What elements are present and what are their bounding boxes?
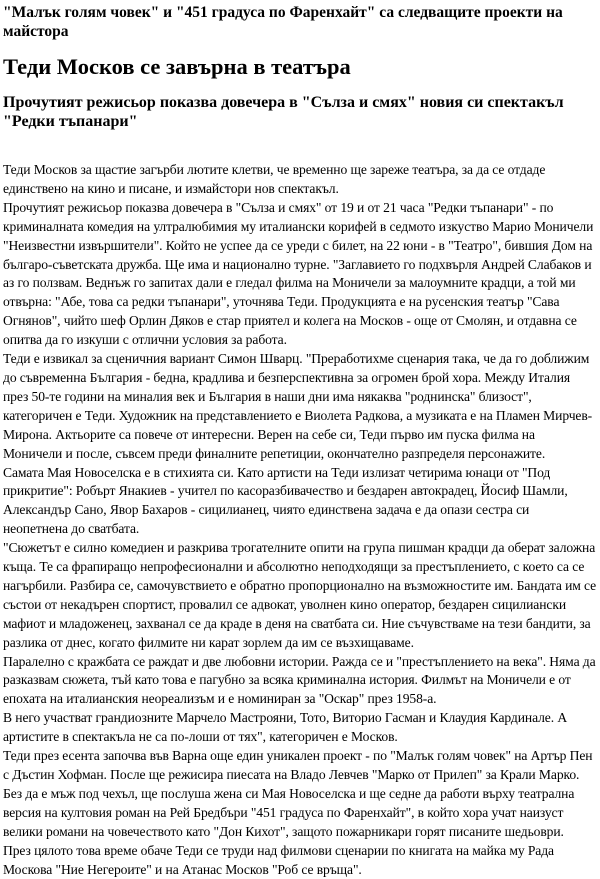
- paragraph: Паралелно с кражбата се раждат и две любовни истории. Ражда се и "престъплението на века". Няма да разказвам сюжета, тъй като това е пагубно за всяка криминална история. Филмът на Моничели е от епохата на италианския неореализъм и е номиниран за "Оскар" през 1958-а.: [3, 653, 596, 707]
- article-subtitle: Прочутият режисьор показва довечера в "Сълза и смях" новия си спектакъл "Редки тъпанари": [3, 94, 564, 130]
- paragraph: Прочутият режисьор показва довечера в "Сълза и смях" от 19 и от 21 часа "Редки тъпанари" - по криминалната комедия на ултралюбимия му италиански корифей в седмото изкуство Марио Моничели "Неизвестни извършители". Който не успее да се уреди с билет, на 22 юни - в "Театро", бившия Дом на българо-съветската дружба. Ще има и национално турне. "Заглавието го подхвърля Андрей Слабаков и аз го ползвам. Веднъж го запитах дали е гледал филма на Моничели за малоумните крадци, а той ми отвърна: "Абе, това са редки тъпанари", уточнява Теди. Продукцията е на русенския театър "Сава Огнянов", чийто шеф Орлин Дяков е стар приятел и колега на Москов - още от Смолян, и отдавна се опитва да го изкуши с отлични условия за работа.: [3, 199, 594, 348]
- paragraph: Без да е мъж под чехъл, ще послуша жена си Мая Новоселска и ще седне да работи върху театрална версия на култовия роман на Рей Бредбъри "451 градуса по Фаренхайт", в който хора учат наизуст велики романи на човечеството като "Дон Кихот", защото пожарникари горят писаните шедьоври.: [3, 785, 575, 839]
- paragraph: През цялото това време обаче Теди се труди над филмови сценарии по книгата на майка му Рада Москова "Ние Негероите" и на Атанас Москов "Роб се връща".: [3, 842, 554, 877]
- article-kicker: "Малък голям човек" и "451 градуса по Фаренхайт" са следващите проекти на майстора: [3, 4, 563, 40]
- paragraph: Самата Мая Новоселска е в стихията си. Като артисти на Теди излизат четирима юнаци от "Под прикритие": Робърт Янакиев - учител по касоразбивачество и бездарен автокрадец, Йосиф Шамли, Александър Сано, Явор Бахаров - сицилианец, чиято единствена задача е да опази сестра си неопетнена до сватбата.: [3, 464, 568, 537]
- paragraph: "Сюжетът е силно комедиен и разкрива трогателните опити на група пишман крадци да оберат заложна къща. Те са фрапиращо непрофесионални и абсолютно неподходящи за престъплението, с което са се нагърбили. Разбира се, самочувствието е обратно пропорционално на възможностите им. Бандата им се състои от некадърен спортист, провалил се адвокат, уволнен кино оператор, бездарен сицилиански мафиот и младоженец, захванал се да краде в деня на сватбата си. Ние съчувстваме на тези бандити, за разлика от днес, когато филмите ни карат зорлем да им се възхищаваме.: [3, 540, 597, 650]
- paragraph: Теди е извикал за сценичния вариант Симон Шварц. "Преработихме сценария така, че да го доближим до съвременна България - бедна, крадлива и безперспективна за огромен брой хора. Между Италия през 50-те години на миналия век и България в наши дни има някаква "роднинска" близост", категоричен е Теди. Художник на представлението е Виолета Радкова, а музиката е на Пламен Мирчев-Мирона. Актьорите са повече от интересни. Верен на себе си, Теди първо им пуска филма на Моничели и после, съвсем преди финалните репетиции, окончателно разпределя персонажите.: [3, 351, 593, 461]
- paragraph: Теди Москов за щастие загърби лютите клетви, че временно ще зареже театъра, за да се отдаде единствено на кино и писане, и измайстори нов спектакъл.: [3, 162, 546, 196]
- paragraph: Теди през есента започва във Варна още един уникален проект - по "Малък голям човек" на Артър Пен с Дъстин Хофман. После ще режисира пиесата на Владо Левчев "Марко от Прилеп" за Крали Марко.: [3, 748, 593, 782]
- paragraph: В него участват грандиозните Марчело Мастрояни, Тото, Виторио Гасман и Клаудия Кардинале. А артистите в спектакъла не са по-лоши от тях", категоричен е Москов.: [3, 710, 568, 745]
- article-body: [3, 161, 597, 879]
- article-title: Теди Москов се завърна в театъра: [3, 54, 351, 79]
